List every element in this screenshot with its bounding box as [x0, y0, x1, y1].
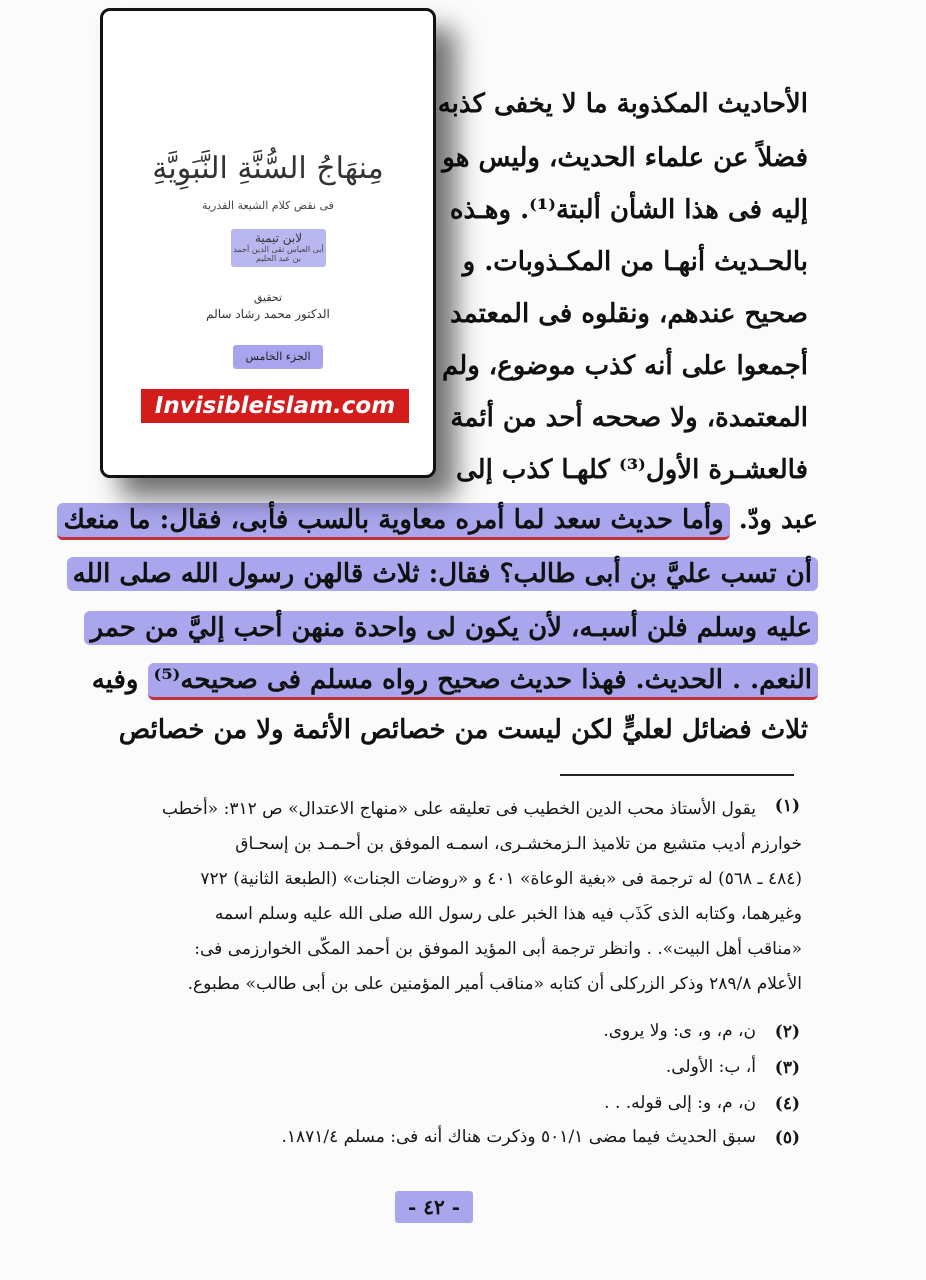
text-line-6: أجمعوا على أنه كذب موضوع، ولم — [441, 351, 808, 381]
footnote-1-line-3: (٤٨٤ ـ ٥٦٨) له ترجمة فى «بغية الوعاة» ٤٠١ و «روضات الجنات» (الطبعة الثانية) ٧٢٢ — [200, 869, 802, 889]
footnote-4-number: (٤) — [774, 1094, 800, 1114]
text-line-9 — [57, 500, 818, 540]
cover-author: لابن تيمية — [254, 231, 303, 245]
book-cover-image — [100, 8, 436, 478]
text-line-5: صحيح عندهم، ونقلوه فى المعتمد — [449, 299, 808, 329]
text-line-8: فالعشـرة الأول⁽³⁾ كلهـا كذب إلى — [455, 455, 808, 485]
footnote-3-number: (٣) — [774, 1058, 800, 1078]
highlighted-text: عليه وسلم فلن أسبـه، لأن يكون لى واحدة منهن أحب إليَّ من حمر — [84, 611, 818, 645]
text-line-10 — [67, 554, 818, 594]
footnote-3-text: أ، ب: الأولى. — [665, 1057, 756, 1077]
cover-author-full: أبى العباس تقى الدين أحمد بن عبد الحليم — [233, 245, 324, 263]
text-line-11 — [84, 608, 818, 648]
text-line-4: بالحـديث أنهـا من المكـذوبات. و — [462, 247, 808, 277]
footnote-4-text: ن، م، و: إلى قوله. . . — [604, 1093, 756, 1113]
text-line-3: إليه فى هذا الشأن ألبتة⁽¹⁾. وهـذه — [449, 195, 808, 225]
footnote-2-number: (٢) — [774, 1022, 800, 1042]
footnote-1-line-6: الأعلام ٢٨٩/٨ وذكر الزركلى أن كتابه «مناقب أمير المؤمنين على بن أبى طالب» مطبوع. — [187, 974, 802, 994]
page-number: - ٤٢ - — [395, 1191, 473, 1223]
cover-title: مِنهَاجُ السُّنَّةِ النَّبَوِيَّةِ — [152, 151, 384, 186]
footnote-1-line-2: خوارزم أديب متشيع من تلاميذ الـزمخشـرى، اسمـه الموفق بن أحـمـد بن إسحـاق — [235, 834, 802, 854]
text-line-2: فضلاً عن علماء الحديث، وليس هو — [442, 143, 808, 173]
footnote-1-number: (١) — [774, 796, 800, 816]
footnote-1-line-4: وغيرهما، وكتابه الذى كَذَب فيه هذا الخبر على رسول الله صلى الله عليه وسلم اسمه — [214, 904, 802, 924]
text-line-7: المعتمدة، ولا صححه أحد من أئمة — [450, 403, 808, 433]
text-line-12 — [92, 660, 818, 700]
highlighted-text: النعم. . الحديث. فهذا حديث صحيح رواه مسلم فى صحيحه⁽⁵⁾ — [148, 663, 818, 700]
highlighted-text: وأما حديث سعد لما أمره معاوية بالسب فأبى، فقال: ما منعك — [57, 503, 729, 540]
text-line-1: الأحاديث المكذوبة ما لا يخفى كذبه — [437, 89, 808, 119]
footnote-1-line-5: «مناقب أهل البيت». . وانظر ترجمة أبى المؤيد الموفق بن أحمد المكّى الخوارزمى فى: — [194, 939, 802, 959]
cover-editor: الدكتور محمد رشاد سالم — [206, 307, 330, 321]
cover-volume-badge: الجزء الخامس — [233, 345, 323, 369]
footnote-separator — [560, 774, 794, 776]
footnote-5-number: (٥) — [774, 1128, 800, 1148]
watermark-banner: Invisibleislam.com — [141, 389, 409, 423]
cover-subtitle: فى نقض كلام الشيعة القدرية — [202, 199, 334, 212]
cover-editor-label: تحقيق — [253, 291, 283, 304]
highlighted-text: أن تسب عليَّ بن أبى طالب؟ فقال: ثلاث قالهن رسول الله صلى الله — [67, 557, 818, 591]
footnote-1-line-1: يقول الأستاذ محب الدين الخطيب فى تعليقه على «منهاج الاعتدال» ص ٣١٢: «أخطب — [161, 799, 756, 819]
footnote-2-text: ن، م، و، ى: ولا يروى. — [603, 1021, 756, 1041]
text-plain: عبد ودّ. — [738, 505, 818, 535]
text-plain: وفيه — [91, 665, 139, 695]
footnote-5-text: سبق الحديث فيما مضى ٥٠١/١ وذكرت هناك أنه فى: مسلم ١٨٧١/٤. — [281, 1127, 756, 1147]
text-line-13: ثلاث فضائل لعليٍّ لكن ليست من خصائص الأئمة ولا من خصائص — [118, 715, 808, 745]
cover-author-box — [231, 229, 326, 267]
